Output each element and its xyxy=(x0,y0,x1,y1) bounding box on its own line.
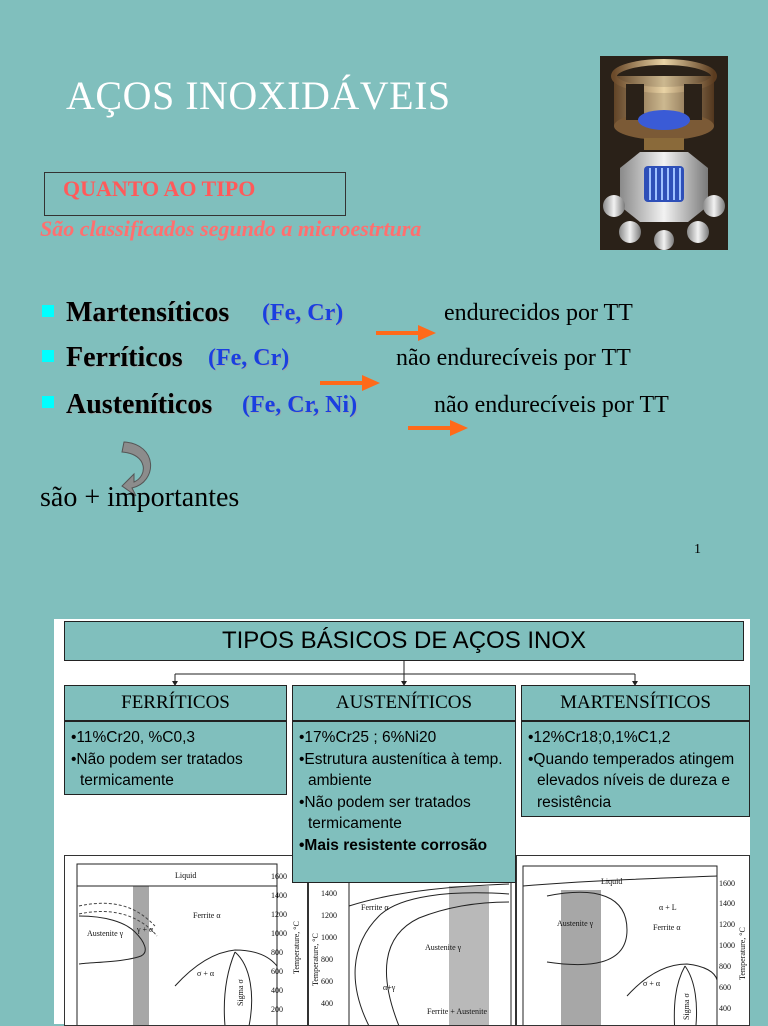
tick-label: 1600 xyxy=(719,879,735,888)
header-martensiticos: MARTENSÍTICOS xyxy=(521,685,750,721)
bullet-martensiticos: Martensíticos xyxy=(66,297,230,328)
slide-title: AÇOS INOXIDÁVEIS xyxy=(66,73,451,118)
label-alpha-liquid: α + L xyxy=(659,903,677,912)
slide-2-title: TIPOS BÁSICOS DE AÇOS INOX xyxy=(64,621,744,661)
tick-label: 800 xyxy=(719,962,731,971)
tick-label: 1000 xyxy=(271,929,287,938)
bullet-martensiticos-elements: (Fe, Cr) xyxy=(262,300,344,326)
bullet-austeniticos-desc: não endurecíveis por TT xyxy=(434,392,669,418)
label-alpha-gamma: α+γ xyxy=(383,983,396,992)
label-sigma-alpha: σ + α xyxy=(197,969,215,978)
page-number: 1 xyxy=(694,542,701,557)
label-austenite: Austenite γ xyxy=(557,919,594,928)
bullet-icon xyxy=(42,305,54,317)
label-ferrite: Ferrite α xyxy=(653,923,681,932)
phase-diagram-martensitic xyxy=(516,855,750,1026)
tick-label: 200 xyxy=(271,1005,283,1014)
tick-label: 600 xyxy=(719,983,731,992)
bullet-austeniticos-elements: (Fe, Cr, Ni) xyxy=(242,392,358,418)
bullet-ferriticos-desc: não endurecíveis por TT xyxy=(396,345,631,371)
importance-note: são + importantes xyxy=(40,482,240,513)
tick-label: 1400 xyxy=(719,899,735,908)
tick-label: 1200 xyxy=(271,910,287,919)
label-ferrite: Ferrite α xyxy=(361,903,389,912)
header-ferriticos: FERRÍTICOS xyxy=(64,685,287,721)
body-martensiticos xyxy=(521,721,750,817)
tick-label: 1400 xyxy=(321,889,337,898)
list-item: •Não podem ser tratados termicamente xyxy=(299,793,471,832)
tick-label: 600 xyxy=(271,967,283,976)
bullet-icon xyxy=(42,350,54,362)
classification-label: QUANTO AO TIPO xyxy=(63,176,256,201)
tick-label: 1000 xyxy=(321,933,337,942)
label-ferrite-austenite: Ferrite + Austenite xyxy=(427,1007,488,1016)
list-item: •Mais resistente corrosão xyxy=(299,836,488,854)
label-ferrite: Ferrite α xyxy=(193,911,221,920)
tick-label: 1200 xyxy=(719,920,735,929)
tick-label: 1600 xyxy=(271,872,287,881)
tick-label: 1400 xyxy=(271,891,287,900)
list-item: •Quando temperados atingem elevados níveis de dureza e resistência xyxy=(528,750,735,811)
arrow-right-icon xyxy=(320,372,382,394)
label-austenite: Austenite γ xyxy=(87,929,124,938)
bullet-ferriticos: Ferríticos xyxy=(66,342,183,373)
stainless-parts-photo xyxy=(600,56,728,250)
label-gamma-alpha: γ + α xyxy=(137,925,154,934)
arrow-right-icon xyxy=(376,322,438,344)
label-liquid: Liquid xyxy=(601,877,623,886)
phase-diagram-ferritic xyxy=(64,855,308,1026)
label-liquid: Liquid xyxy=(175,871,197,880)
body-austeniticos xyxy=(292,721,516,883)
tick-label: 1000 xyxy=(719,941,735,950)
tick-label: 800 xyxy=(271,948,283,957)
tick-label: 600 xyxy=(321,977,333,986)
bullet-ferriticos-elements: (Fe, Cr) xyxy=(208,345,290,371)
label-sigma-alpha: σ + α xyxy=(643,979,661,988)
label-sigma: Sigma σ xyxy=(236,979,245,1006)
list-item: •Estrutura austenítica à temp. ambiente xyxy=(299,750,503,789)
header-austeniticos: AUSTENÍTICOS xyxy=(292,685,516,721)
tick-label: 400 xyxy=(271,986,283,995)
bullet-martensiticos-desc: endurecidos por TT xyxy=(444,300,633,326)
label-sigma: Sigma σ xyxy=(682,993,691,1020)
list-item: •12%Cr18;0,1%C1,2 xyxy=(528,729,671,746)
tick-label: 1200 xyxy=(321,911,337,920)
classification-box xyxy=(44,172,346,216)
bullet-icon xyxy=(42,396,54,408)
list-item: •Não podem ser tratados termicamente xyxy=(71,750,243,789)
bullet-austeniticos: Austeníticos xyxy=(66,389,213,420)
tick-label: 800 xyxy=(321,955,333,964)
tick-label: 400 xyxy=(321,999,333,1008)
list-item: •17%Cr25 ; 6%Ni20 xyxy=(299,729,437,746)
classification-subtitle: São classificados segundo a microestrtura xyxy=(40,216,422,241)
axis-label-temperature: Temperature, °C xyxy=(292,921,301,974)
label-austenite: Austenite γ xyxy=(425,943,462,952)
body-ferriticos xyxy=(64,721,287,795)
tick-label: 400 xyxy=(719,1004,731,1013)
connector-lines xyxy=(170,660,646,686)
arrow-right-icon xyxy=(408,417,470,439)
axis-label-temperature: Temperature, °C xyxy=(738,927,747,980)
list-item: •11%Cr20, %C0,3 xyxy=(71,729,196,746)
axis-label-temperature: Temperature, °C xyxy=(311,933,320,986)
